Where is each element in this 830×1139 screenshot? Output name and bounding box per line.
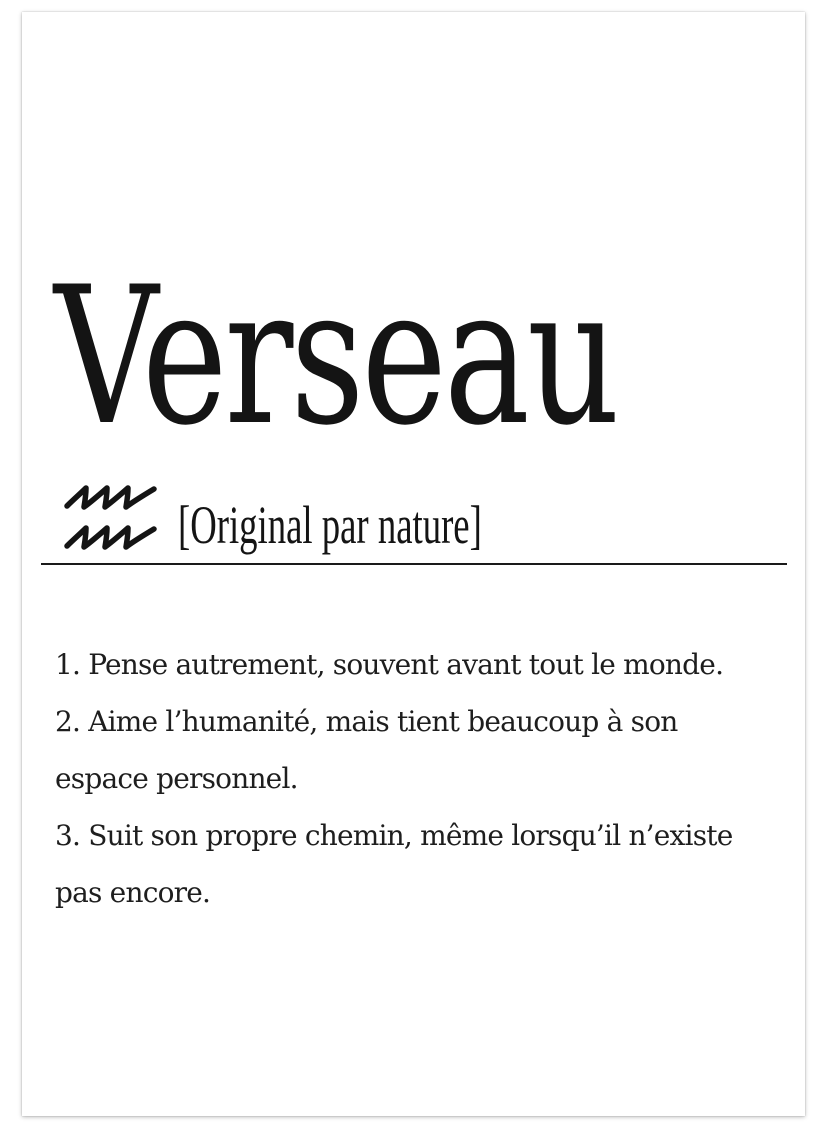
aquarius-icon <box>64 480 158 560</box>
poster <box>22 12 805 1116</box>
poster-title: Verseau <box>54 246 617 467</box>
definition-item: 3. Suit son propre chemin, même lorsqu’il n’existe pas encore. <box>55 819 733 909</box>
definition-list <box>55 636 775 921</box>
definition-item: 1. Pense autrement, souvent avant tout le monde. <box>55 648 724 681</box>
divider-line <box>41 563 787 565</box>
poster-subtitle: [Original par nature] <box>178 495 482 555</box>
definition-item: 2. Aime l’humanité, mais tient beaucoup à son espace personnel. <box>55 705 678 795</box>
